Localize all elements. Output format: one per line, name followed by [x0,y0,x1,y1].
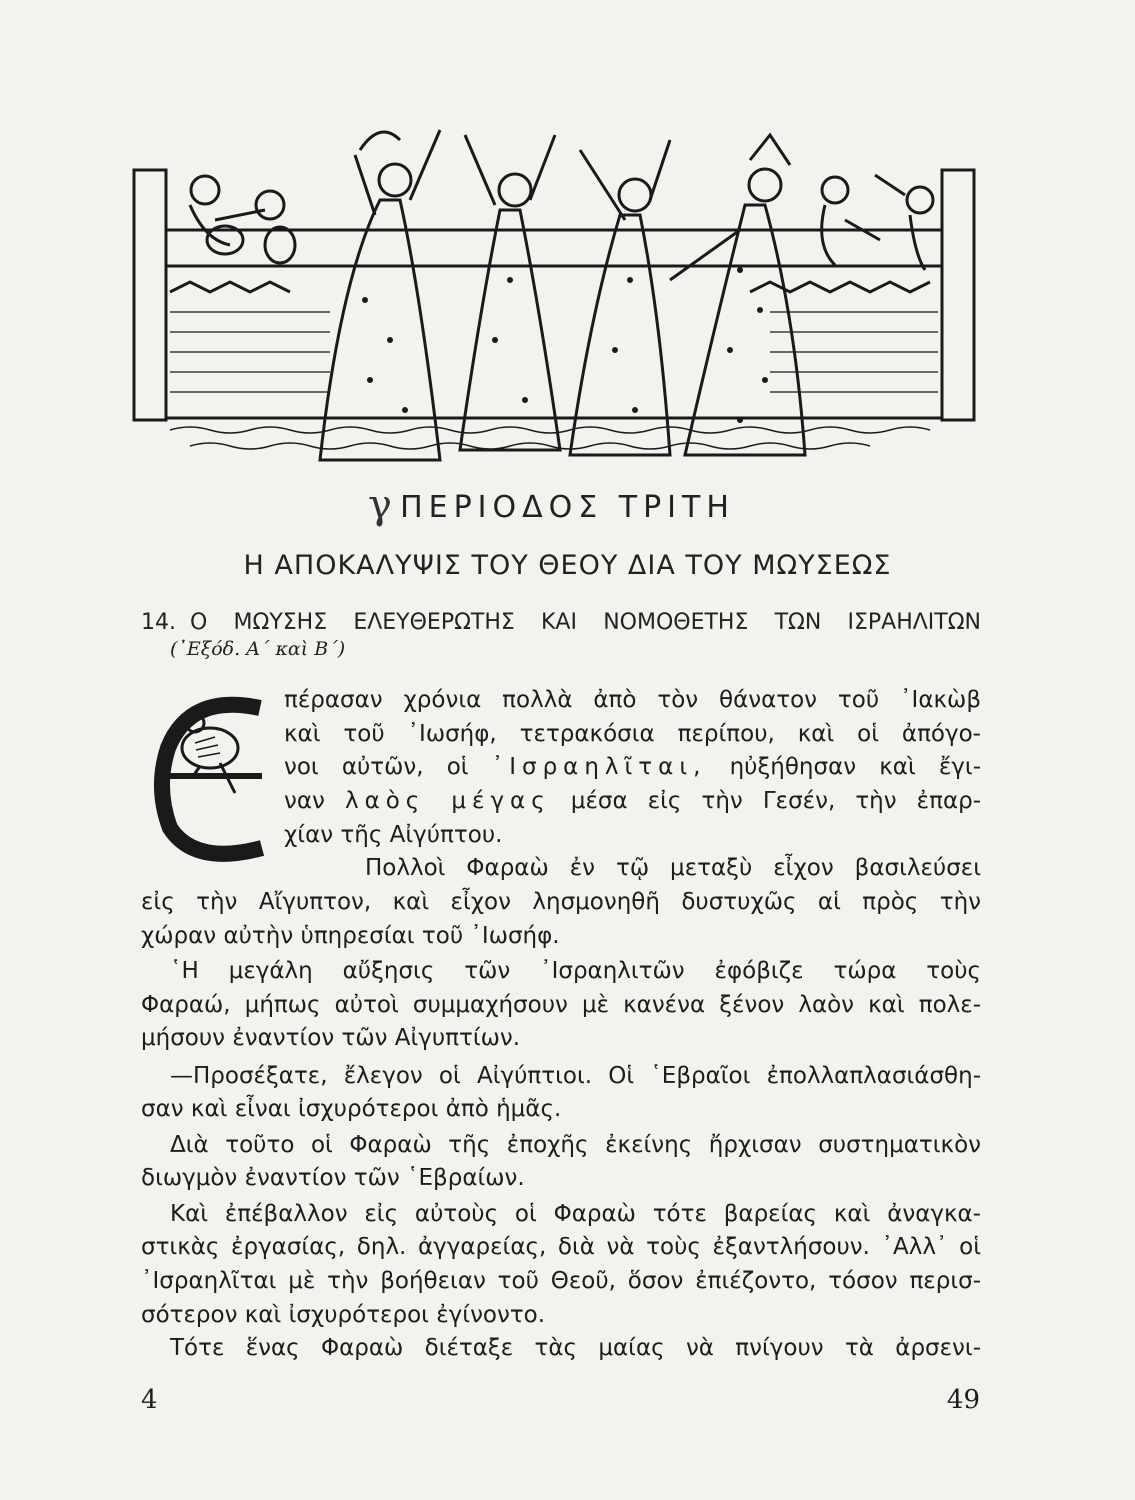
text-line: χώραν αὐτὴν ὑπηρεσίαι τοῦ ᾿Ιωσήφ. [141,923,560,949]
lesson-number: 14. [141,610,176,635]
text-line: Καὶ ἐπέβαλλον εἰς αὐτοὺς οἱ Φαραὼ τότε βαρείας καὶ ἀναγκα- [170,1201,981,1227]
text-line: ναν λαὸς μέγας μέσα εἰς τὴν Γεσέν, τὴν ἐπαρ- [284,788,982,814]
text-line: Πολλοὶ Φαραὼ ἐν τῷ μεταξὺ εἶχον βασιλεύσει [365,855,981,881]
text-line: σαν καὶ εἶναι ἰσχυρότεροι ἀπὸ ἡμᾶς. [141,1096,562,1122]
text-line: πέρασαν χρόνια πολλὰ ἀπὸ τὸν θάνατον τοῦ ᾿Ιακὼβ [284,687,981,713]
text-line: χίαν τῆς Αἰγύπτου. [284,822,503,848]
text-line: —Προσέξατε, ἔλεγον οἱ Αἰγύπτιοι. Οἱ ῾Εβραῖοι ἐπολλαπλασιάσθη- [170,1063,981,1089]
text-line: καὶ τοῦ ᾿Ιωσήφ, τετρακόσια περίπου, καὶ οἱ ἀπόγο- [284,721,981,747]
text-line: ῾Η μεγάλη αὔξησις τῶν ᾿Ισραηλιτῶν ἐφόβιζε τώρα τοὺς [170,958,981,984]
signature-mark: 4 [141,1385,158,1415]
section-title: Η ΑΠΟΚΑΛΥΨΙΣ ΤΟΥ ΘΕΟΥ ΔΙΑ ΤΟΥ ΜΩΥΣΕΩΣ [243,550,892,581]
scripture-reference: (᾿Εξόδ. Α΄ καὶ Β΄) [170,638,346,660]
text-line: Διὰ τοῦτο οἱ Φαραὼ τῆς ἐποχῆς ἐκείνης ἤρχισαν συστηματικὸν [170,1132,981,1158]
part-title: ΠΕΡΙΟΔΟΣ ΤΡΙΤΗ [400,490,735,525]
text-line: σότερον καὶ ἰσχυρότεροι ἐγίνοντο. [141,1302,546,1328]
text-line: ᾿Ισραηλῖται μὲ τὴν βοήθειαν τοῦ Θεοῦ, ὅσον ἐπιέζοντο, τόσον περισ- [141,1268,981,1294]
text-line: Τότε ἕνας Φαραὼ διέταξε τὰς μαίας νὰ πνίγουν τὰ ἀρσενι- [170,1335,981,1361]
text-line: μήσουν ἐναντίον τῶν Αἰγυπτίων. [141,1025,521,1051]
text-line: στικὰς ἐργασίας, δηλ. ἀγγαρείας, διὰ νὰ τοὺς ἐξαντλήσουν. ᾿Αλλ᾿ οἱ [141,1234,981,1260]
text-line: διωγμὸν ἐναντίον τῶν ῾Εβραίων. [141,1165,525,1191]
page-number: 49 [946,1385,980,1415]
part-mark: γ [368,482,392,528]
text-line: Φαραώ, μήπως αὐτοὶ συμμαχήσουν μὲ κανένα ξένον λαὸν καὶ πολε- [141,992,981,1018]
text-line: εἰς τὴν Αἴγυπτον, καὶ εἶχον λησμονηθῆ δυστυχῶς αἱ πρὸς τὴν [141,889,981,915]
lesson-heading [141,610,981,635]
bird-dropcap-icon [150,688,272,866]
text-line: νοι αὐτῶν, οἱ ᾿Ισραηλῖται, ηὐξήθησαν καὶ ἔγι- [284,754,981,780]
dancing-women-woodcut-icon [134,130,974,460]
lesson-title: Ο ΜΩΥΣΗΣ ΕΛΕΥΘΕΡΩΤΗΣ ΚΑΙ ΝΟΜΟΘΕΤΗΣ ΤΩΝ ΙΣΡΑΗΛΙΤΩΝ [190,610,981,635]
woodcut-illustration [130,80,980,470]
